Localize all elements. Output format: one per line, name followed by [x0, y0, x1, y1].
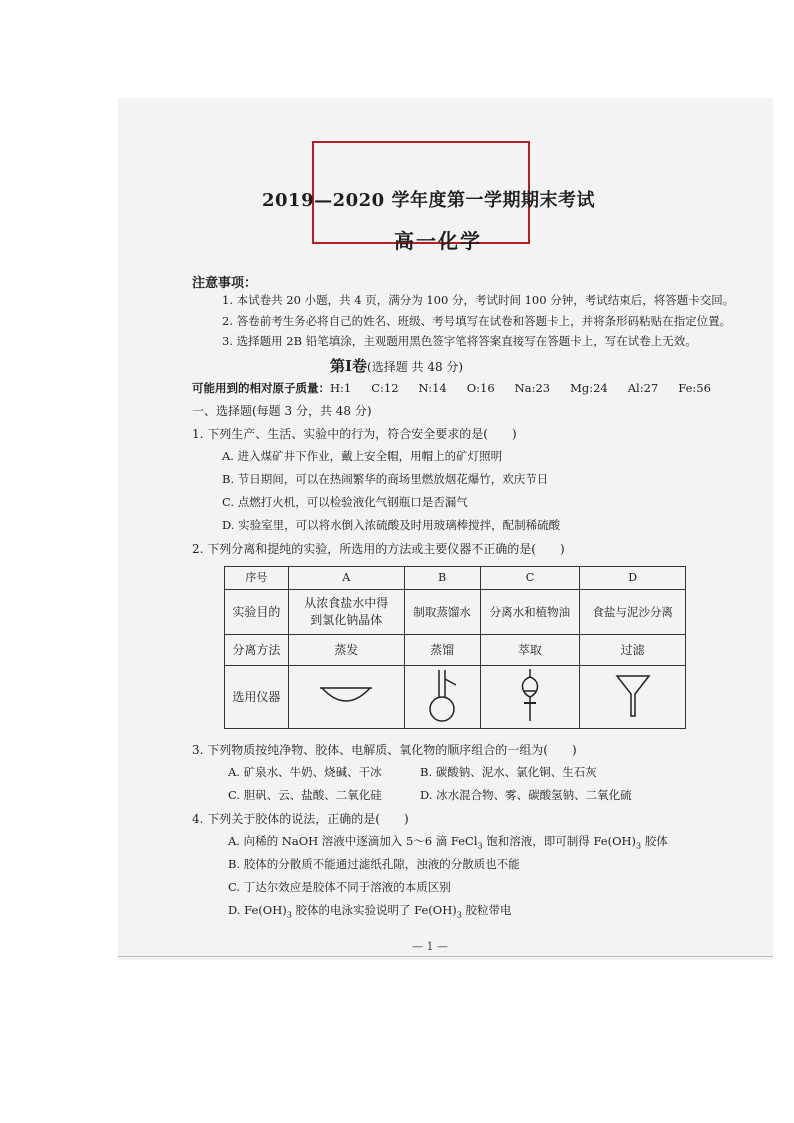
separation-table: [224, 566, 686, 729]
table-cell: 蒸馏: [404, 635, 480, 666]
table-cell: D: [580, 567, 686, 590]
table-cell: 分离水和植物油: [480, 590, 580, 635]
purpose-a: 从浓食盐水中得到氯化钠晶体: [304, 596, 389, 627]
question-4-stem: 4. 下列关于胶体的说法，正确的是( ): [192, 812, 409, 826]
question-4-option-b: B. 胶体的分散质不能通过滤纸孔隙，浊液的分散质也不能: [228, 857, 520, 871]
q4a-text-2: 饱和溶液，即可制得 Fe(OH): [482, 834, 637, 848]
table-header-row: [225, 567, 686, 590]
question-3-option-a: A. 矿泉水、牛奶、烧碱、干冰: [228, 765, 382, 779]
question-1-option-b: B. 节日期间，可以在热闹繁华的商场里燃放烟花爆竹，欢庆节日: [222, 472, 549, 486]
question-4-option-a: [228, 833, 668, 850]
q4d-text-2: 胶体的电泳实验说明了 Fe(OH): [291, 903, 457, 917]
table-cell: 蒸发: [288, 635, 404, 666]
q4d-sub-2: 3: [456, 910, 462, 920]
q4d-text-1: D. Fe(OH): [228, 903, 287, 917]
notes-heading: 注意事项：: [192, 276, 258, 291]
question-3-option-d: D. 冰水混合物、雾、碳酸氢钠、二氧化硫: [420, 788, 632, 802]
table-cell: A: [288, 567, 404, 590]
section-1-heading: [330, 355, 463, 376]
atomic-masses: [192, 380, 711, 396]
q4a-text-3: 胶体: [641, 834, 668, 848]
atomic-mass: O:16: [466, 381, 495, 395]
note-item-1: 1. 本试卷共 20 小题，共 4 页，满分为 100 分，考试时间 100 分钟，考试结束后，将答题卡交回。: [222, 293, 735, 307]
note-item-3: 3. 选择题用 2B 铅笔填涂，主观题用黑色签字笔将答案直接写在答题卡上，写在试卷上无效。: [222, 334, 697, 348]
table-row-label: 实验目的: [225, 590, 289, 635]
exam-subject: 高一化学: [394, 229, 482, 253]
table-cell: 制取蒸馏水: [404, 590, 480, 635]
distillation-flask-icon: [422, 667, 462, 723]
section-1-title: 第Ⅰ卷: [330, 357, 368, 375]
question-3-stem: 3. 下列物质按纯净物、胶体、电解质、氧化物的顺序组合的一组为( ): [192, 743, 577, 757]
atomic-mass: C:12: [371, 381, 399, 395]
table-cell: [288, 666, 404, 729]
question-4-option-d: [228, 902, 511, 919]
table-cell: 过滤: [580, 635, 686, 666]
q4d-sub-1: 3: [286, 910, 292, 920]
separatory-funnel-icon: [515, 667, 545, 723]
q4a-text-1: A. 向稀的 NaOH 溶液中逐滴加入 5～6 滴 FeCl: [228, 834, 478, 848]
table-cell: 萃取: [480, 635, 580, 666]
table-row-label: 选用仪器: [225, 666, 289, 729]
table-cell: 序号: [225, 567, 289, 590]
section-1-subtitle: (选择题 共 48 分): [367, 360, 464, 374]
q4a-sub-2: 3: [636, 841, 642, 851]
exam-title: 2019—2020 学年度第一学期期末考试: [262, 190, 595, 211]
atomic-masses-label: 可能用到的相对原子质量：: [192, 381, 330, 395]
evaporating-dish-icon: [316, 680, 376, 710]
table-cell: C: [480, 567, 580, 590]
table-row-method: [225, 635, 686, 666]
atomic-mass: Mg:24: [570, 381, 608, 395]
table-cell: [580, 666, 686, 729]
question-1-stem: 1. 下列生产、生活、实验中的行为，符合安全要求的是( ): [192, 427, 517, 441]
note-item-2: 2. 答卷前考生务必将自己的姓名、班级、考号填写在试卷和答题卡上，并将条形码粘贴在指定位置。: [222, 314, 732, 328]
question-3-option-c: C. 胆矾、云、盐酸、二氧化硅: [228, 788, 382, 802]
filter-funnel-icon: [613, 670, 653, 720]
q4d-text-3: 胶粒带电: [461, 903, 512, 917]
atomic-mass: N:14: [418, 381, 447, 395]
table-cell: [480, 666, 580, 729]
table-cell: [404, 666, 480, 729]
atomic-mass: H:1: [330, 381, 352, 395]
question-1-option-c: C. 点燃打火机，可以检验液化气钢瓶口是否漏气: [222, 495, 468, 509]
question-2-stem: 2. 下列分离和提纯的实验，所选用的方法或主要仪器不正确的是( ): [192, 542, 565, 556]
page-edge-line: [118, 956, 773, 957]
question-3-option-b: B. 碳酸钠、泥水、氯化铜、生石灰: [420, 765, 597, 779]
atomic-mass: Na:23: [514, 381, 551, 395]
table-cell: B: [404, 567, 480, 590]
question-4-option-c: C. 丁达尔效应是胶体不同于溶液的本质区别: [228, 880, 451, 894]
atomic-mass: Al:27: [627, 381, 659, 395]
table-cell: [288, 590, 404, 635]
table-row-purpose: [225, 590, 686, 635]
table-cell: 食盐与泥沙分离: [580, 590, 686, 635]
q4a-sub-1: 3: [477, 841, 483, 851]
table-row-label: 分离方法: [225, 635, 289, 666]
page-number: — 1 —: [412, 940, 448, 953]
table-row-instrument: [225, 666, 686, 729]
question-1-option-d: D. 实验室里，可以将水倒入浓硫酸及时用玻璃棒搅拌，配制稀硫酸: [222, 518, 561, 532]
atomic-mass: Fe:56: [678, 381, 711, 395]
question-1-option-a: A. 进入煤矿井下作业，戴上安全帽，用帽上的矿灯照明: [222, 449, 503, 463]
part-1-heading: 一、选择题(每题 3 分，共 48 分): [192, 404, 372, 418]
